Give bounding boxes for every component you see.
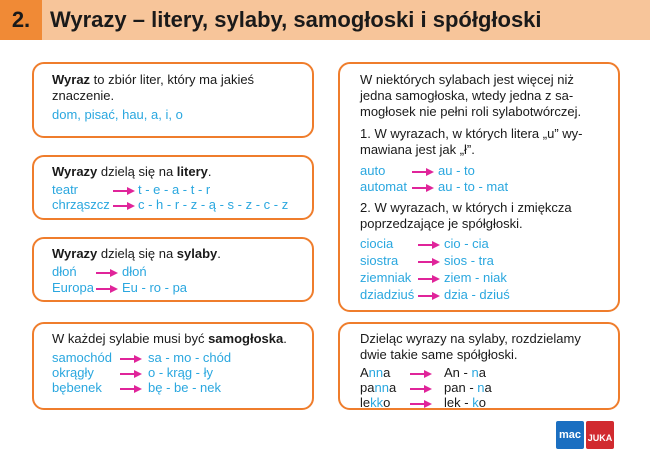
box5-result-2: au - to - mat <box>438 179 509 194</box>
box4-word-1: samochód <box>52 350 112 365</box>
box4-heading: W każdej sylabie musi być samogłoska. <box>52 331 287 346</box>
arrow-icon <box>418 274 440 284</box>
mac-logo: mac <box>556 421 584 449</box>
box4-result-1: sa - mo - chód <box>148 350 232 365</box>
box3-word-2: Europa <box>52 280 94 295</box>
arrow-icon <box>418 291 440 301</box>
box5-line2: jedna samogłoska, wtedy jedna z sa- <box>360 88 574 103</box>
box1-examples: dom, pisać, hau, a, i, o <box>52 107 183 122</box>
box1-line1: Wyraz to zbiór liter, który ma jakieś <box>52 72 255 87</box>
box3-result-1: dłoń <box>122 264 147 279</box>
box6-word-2: panna <box>360 380 397 395</box>
arrow-icon <box>410 399 432 409</box>
box2-word-2: chrząszcz <box>52 197 110 212</box>
box5-word-3: ciocia <box>360 236 394 251</box>
arrow-icon <box>120 354 142 364</box>
arrow-icon <box>418 257 440 267</box>
section-number: 2. <box>0 0 42 40</box>
box5-result-3: cio - cia <box>444 236 489 251</box>
box5-rule2-line1: 2. W wyrazach, w których i zmiękcza <box>360 200 572 215</box>
box3-word-1: dłoń <box>52 264 77 279</box>
box2-result-2: c - h - r - z - ą - s - z - c - z <box>138 197 289 212</box>
box5-word-1: auto <box>360 163 386 178</box>
arrow-icon <box>96 268 118 278</box>
box5-word-2: automat <box>360 179 407 194</box>
box4-word-3: bębenek <box>52 380 102 395</box>
box5-word-4: siostra <box>360 253 399 268</box>
box5-result-6: dzia - dziuś <box>444 287 510 302</box>
box5-rule1-line1: 1. W wyrazach, w których litera „u” wy- <box>360 126 583 141</box>
box5-rule1-line2: mawiana jest jak „ł”. <box>360 142 475 157</box>
box2-heading: Wyrazy dzielą się na litery. <box>52 164 212 179</box>
box3-result-2: Eu - ro - pa <box>122 280 188 295</box>
arrow-icon <box>410 369 432 379</box>
arrow-icon <box>120 369 142 379</box>
arrow-icon <box>113 201 135 211</box>
page-title: Wyrazy – litery, sylaby, samogłoski i spółgłoski <box>50 7 542 32</box>
box4-word-2: okrągły <box>52 365 94 380</box>
arrow-icon <box>113 186 135 196</box>
arrow-icon <box>412 167 434 177</box>
box5-result-5: ziem - niak <box>444 270 507 285</box>
box5-line1: W niektórych sylabach jest więcej niż <box>360 72 574 87</box>
box6-result-3: lek - ko <box>444 395 486 410</box>
box6-word-1: Anna <box>360 365 391 380</box>
arrow-icon <box>412 183 434 193</box>
box4-result-2: o - krąg - ły <box>148 365 214 380</box>
arrow-icon <box>96 284 118 294</box>
box2-result-1: t - e - a - t - r <box>138 182 211 197</box>
box1-line2: znaczenie. <box>52 88 115 103</box>
box6-line2: dwie takie same spółgłoski. <box>360 347 518 362</box>
juka-logo: JUKA <box>586 421 614 449</box>
box6-result-2: pan - na <box>444 380 492 395</box>
arrow-icon <box>120 384 142 394</box>
box6-word-3: lekko <box>360 395 391 410</box>
box5-word-6: dziadziuś <box>360 287 415 302</box>
box3-heading: Wyrazy dzielą się na sylaby. <box>52 246 221 261</box>
box5-result-4: sios - tra <box>444 253 494 268</box>
box5-result-1: au - to <box>438 163 475 178</box>
box2-word-1: teatr <box>52 182 79 197</box>
box5-rule2-line2: poprzedzające je spółgłoski. <box>360 216 523 231</box>
box5-word-5: ziemniak <box>360 270 412 285</box>
arrow-icon <box>410 384 432 394</box>
arrow-icon <box>418 240 440 250</box>
box5-line3: mogłosek nie pełni roli sylabotwórczej. <box>360 104 582 119</box>
box6-line1: Dzieląc wyrazy na sylaby, rozdzielamy <box>360 331 581 346</box>
box4-result-3: bę - be - nek <box>148 380 221 395</box>
box6-result-1: An - na <box>444 365 486 380</box>
